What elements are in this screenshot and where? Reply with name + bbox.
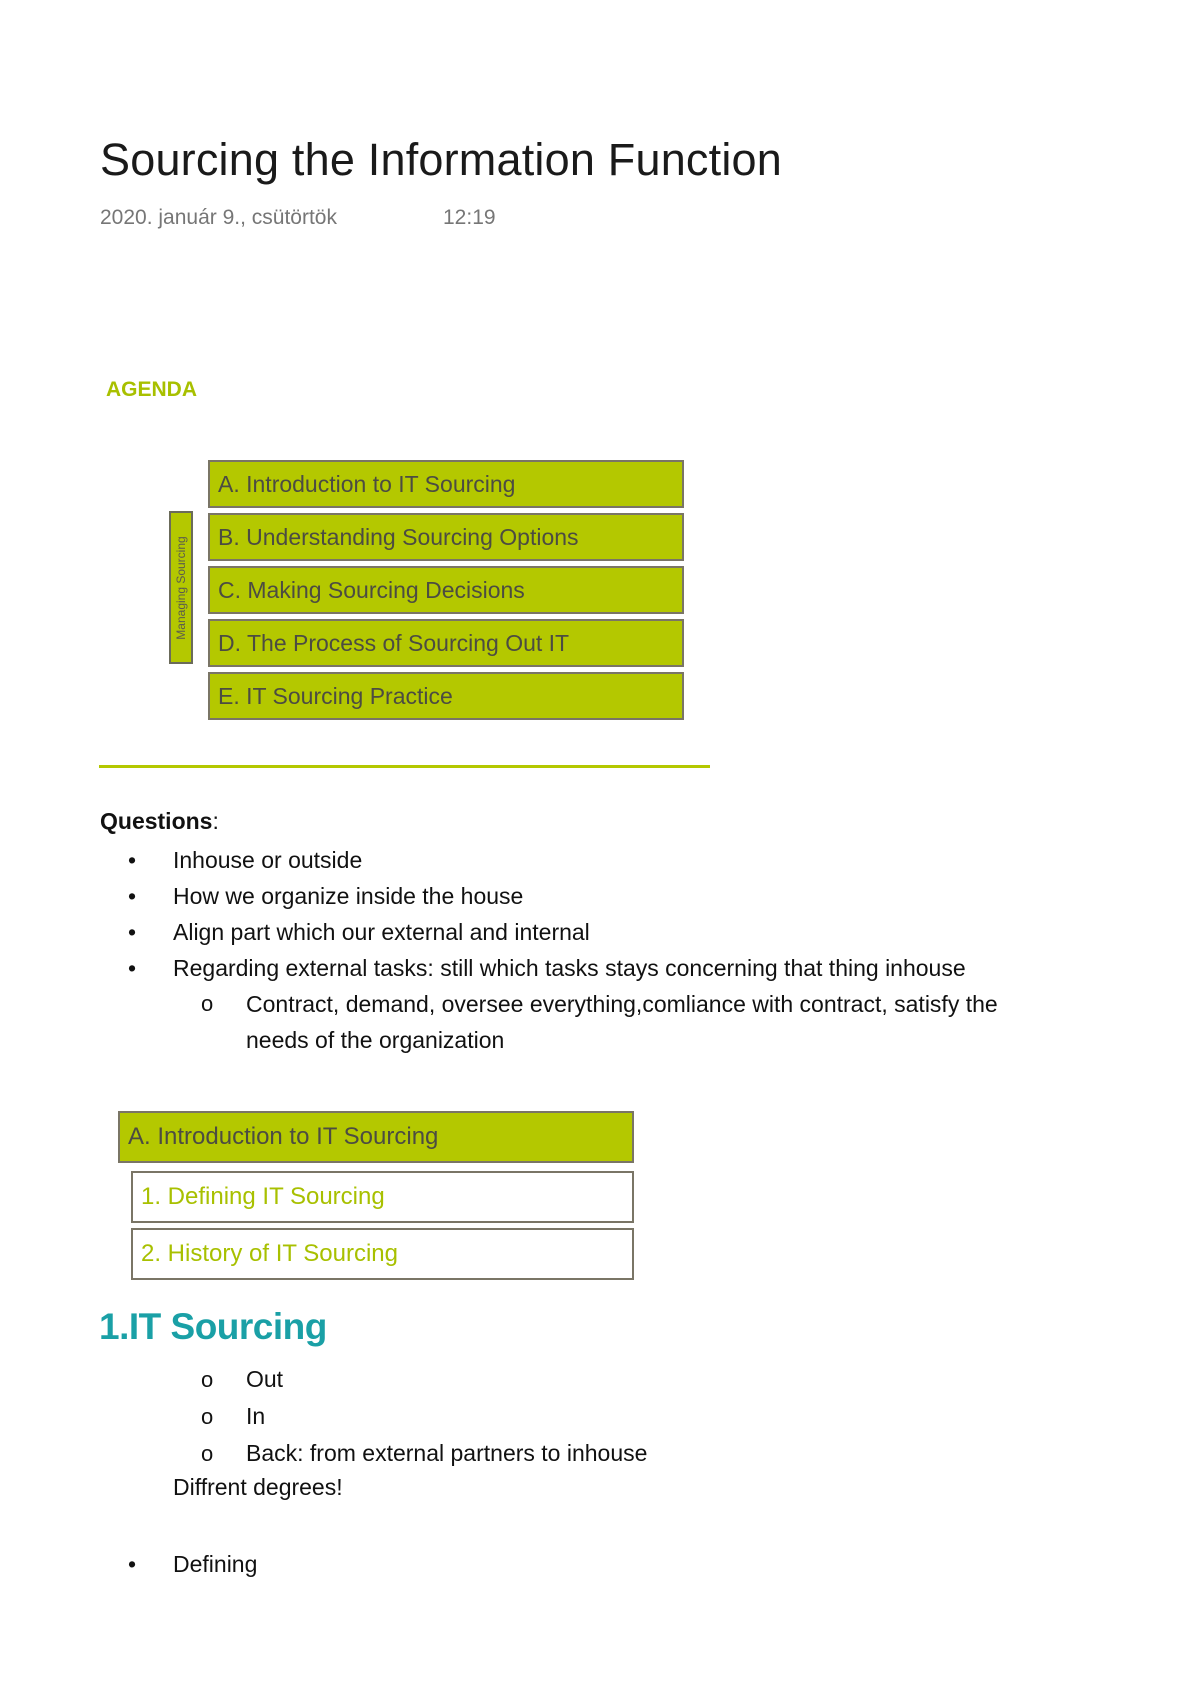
circle-bullet-icon: o <box>201 991 214 1016</box>
bullet-icon: • <box>128 883 137 909</box>
list-item <box>100 1435 647 1472</box>
agenda-title: AGENDA <box>106 378 198 401</box>
divider-line <box>99 765 710 768</box>
intro-box-heading[interactable]: A. Introduction to IT Sourcing <box>118 1111 634 1163</box>
section-note: Diffrent degrees! <box>173 1474 343 1500</box>
list-item <box>100 950 1060 1058</box>
list-item-text: Regarding external tasks: still which tasks stays concerning that thing inhouse <box>173 955 966 981</box>
agenda-item-b[interactable]: B. Understanding Sourcing Options <box>208 513 684 561</box>
agenda-item-d[interactable]: D. The Process of Sourcing Out IT <box>208 619 684 667</box>
intro-sub-history[interactable]: 2. History of IT Sourcing <box>131 1228 634 1280</box>
page-title: Sourcing the Information Function <box>100 134 782 185</box>
list-item-text: In <box>246 1403 266 1429</box>
list-item-text: Out <box>246 1366 284 1392</box>
list-item-text: Inhouse or outside <box>173 847 363 873</box>
questions-heading-text: Questions <box>100 808 213 834</box>
list-item-text: Back: from external partners to inhouse <box>246 1440 648 1466</box>
list-item-text: Defining <box>173 1551 258 1577</box>
list-item <box>100 914 1060 950</box>
circle-bullet-icon: o <box>201 1404 214 1429</box>
bullet-icon: • <box>128 1551 137 1577</box>
questions-colon: : <box>212 808 219 834</box>
circle-bullet-icon: o <box>201 1441 214 1466</box>
list-item-text: Align part which our external and internal <box>173 919 590 945</box>
agenda-item-a[interactable]: A. Introduction to IT Sourcing <box>208 460 684 508</box>
list-item <box>100 1398 647 1435</box>
agenda-item-c[interactable]: C. Making Sourcing Decisions <box>208 566 684 614</box>
bullet-icon: • <box>128 919 137 945</box>
page-time: 12:19 <box>443 206 496 229</box>
bullet-icon: • <box>128 955 137 981</box>
questions-heading <box>100 808 219 835</box>
questions-sub-list <box>173 986 1060 1058</box>
list-item <box>100 878 1060 914</box>
managing-sourcing-side-label <box>169 511 193 664</box>
intro-sub-defining[interactable]: 1. Defining IT Sourcing <box>131 1171 634 1223</box>
sub-list-item-text: Contract, demand, oversee everything,comliance with contract, satisfy the needs of the organization <box>246 991 998 1053</box>
list-item <box>100 1361 647 1398</box>
side-label-text: Managing Sourcing <box>174 535 188 640</box>
list-item <box>100 842 1060 878</box>
list-item <box>100 1546 257 1582</box>
list-item-text: How we organize inside the house <box>173 883 524 909</box>
questions-list <box>100 842 1060 1058</box>
defining-list <box>100 1546 257 1582</box>
sourcing-direction-list <box>100 1361 647 1472</box>
page-meta <box>100 206 496 230</box>
section-heading: 1.IT Sourcing <box>99 1306 327 1347</box>
sub-list-item <box>173 986 1060 1058</box>
agenda-item-e[interactable]: E. IT Sourcing Practice <box>208 672 684 720</box>
bullet-icon: • <box>128 847 137 873</box>
page-date: 2020. január 9., csütörtök <box>100 206 337 229</box>
circle-bullet-icon: o <box>201 1367 214 1392</box>
